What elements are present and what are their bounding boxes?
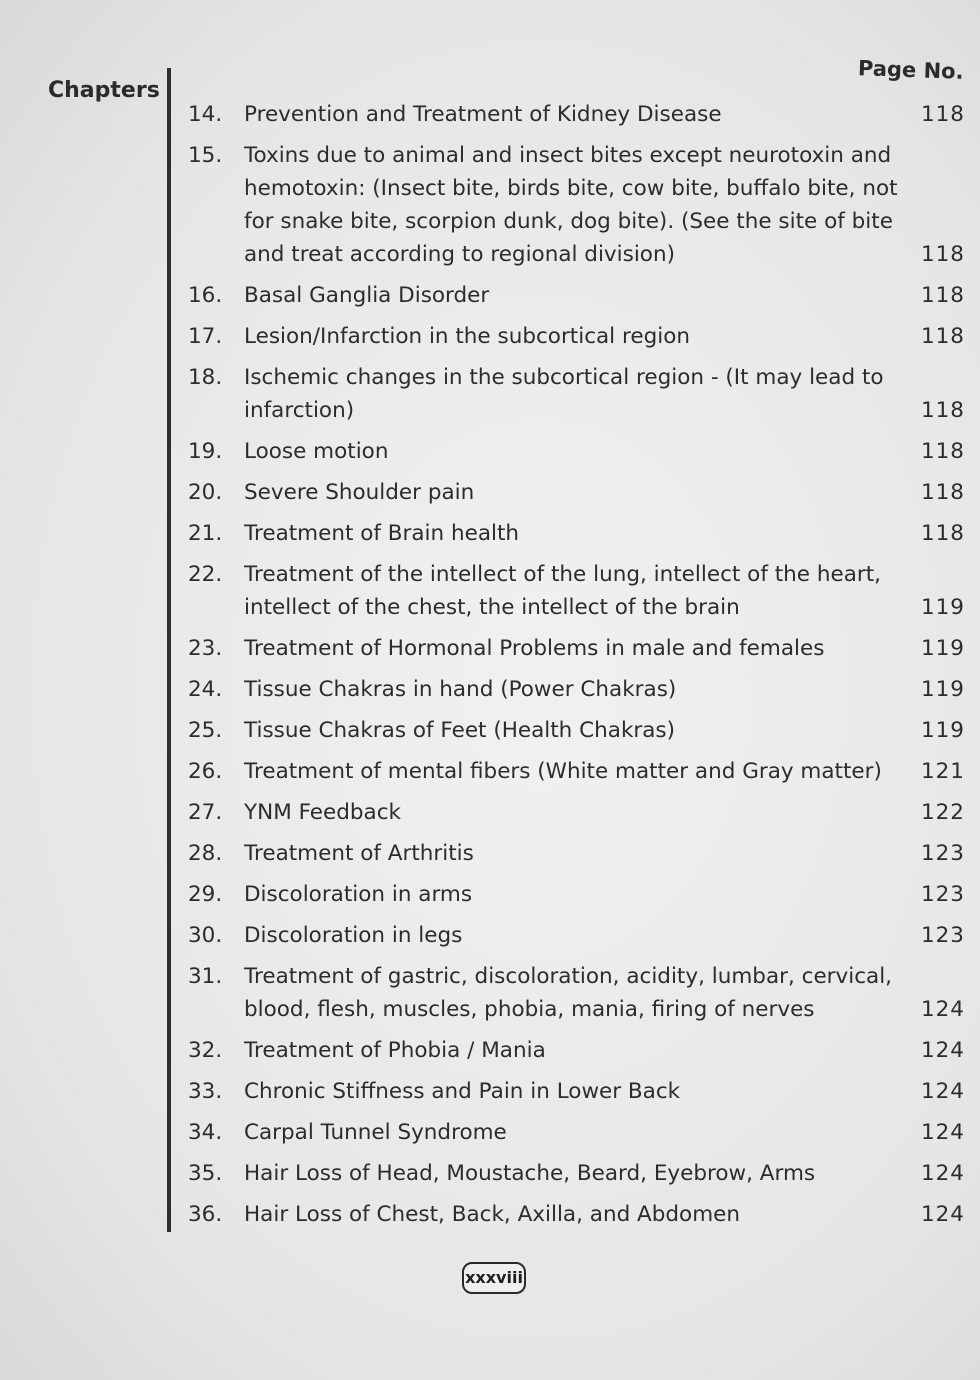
entry-number: 15. bbox=[188, 143, 223, 168]
entry-number: 20. bbox=[188, 480, 223, 505]
entry-title: Prevention and Treatment of Kidney Disease bbox=[244, 102, 722, 127]
entry-number: 14. bbox=[188, 102, 223, 127]
entry-number: 18. bbox=[188, 365, 223, 390]
toc-entry bbox=[180, 878, 965, 911]
entry-page-number: 118 bbox=[920, 398, 965, 423]
page-number-badge: xxxviii bbox=[462, 1262, 526, 1294]
entry-page-number: 123 bbox=[920, 923, 965, 948]
entry-page-number: 124 bbox=[920, 1038, 965, 1063]
entry-title: Tissue Chakras in hand (Power Chakras) bbox=[244, 677, 677, 702]
entry-title: Chronic Stiffness and Pain in Lower Back bbox=[244, 1079, 681, 1104]
entry-number: 35. bbox=[188, 1161, 223, 1186]
toc-entry bbox=[180, 755, 965, 788]
toc-entry bbox=[180, 837, 965, 870]
entry-page-number: 119 bbox=[920, 718, 965, 743]
entry-title: Treatment of the intellect of the lung, intellect of the heart, intellect of the chest, the intellect of the brain bbox=[244, 562, 881, 620]
toc-list bbox=[180, 98, 965, 1239]
entry-page-number: 124 bbox=[920, 997, 965, 1022]
entry-page-number: 118 bbox=[920, 283, 965, 308]
toc-entry bbox=[180, 1116, 965, 1149]
toc-entry bbox=[180, 919, 965, 952]
toc-entry bbox=[180, 714, 965, 747]
entry-title: YNM Feedback bbox=[244, 800, 401, 825]
entry-number: 21. bbox=[188, 521, 223, 546]
entry-page-number: 118 bbox=[920, 242, 965, 267]
entry-page-number: 124 bbox=[920, 1202, 965, 1227]
entry-number: 29. bbox=[188, 882, 223, 907]
entry-title: Treatment of Hormonal Problems in male and females bbox=[244, 636, 825, 661]
entry-number: 27. bbox=[188, 800, 223, 825]
entry-page-number: 118 bbox=[920, 324, 965, 349]
entry-title: Toxins due to animal and insect bites except neurotoxin and hemotoxin: (Insect bite, birds bite, cow bite, buffalo bite, not for snake bite, scorpion dunk, dog bite). (See the site of bite and treat according to regional division) bbox=[244, 143, 898, 267]
entry-number: 16. bbox=[188, 283, 223, 308]
entry-page-number: 118 bbox=[920, 521, 965, 546]
toc-entry bbox=[180, 1157, 965, 1190]
entry-page-number: 121 bbox=[920, 759, 965, 784]
toc-entry bbox=[180, 796, 965, 829]
toc-entry bbox=[180, 1198, 965, 1231]
entry-page-number: 119 bbox=[920, 636, 965, 661]
entry-page-number: 123 bbox=[920, 841, 965, 866]
entry-number: 25. bbox=[188, 718, 223, 743]
entry-title: Hair Loss of Head, Moustache, Beard, Eyebrow, Arms bbox=[244, 1161, 816, 1186]
entry-title: Treatment of Phobia / Mania bbox=[244, 1038, 546, 1063]
toc-entry bbox=[180, 476, 965, 509]
toc-entry bbox=[180, 435, 965, 468]
toc-entry bbox=[180, 1034, 965, 1067]
toc-entry bbox=[180, 320, 965, 353]
entry-title: Carpal Tunnel Syndrome bbox=[244, 1120, 507, 1145]
entry-number: 23. bbox=[188, 636, 223, 661]
entry-page-number: 124 bbox=[920, 1161, 965, 1186]
toc-entry bbox=[180, 139, 965, 271]
entry-title: Treatment of Arthritis bbox=[244, 841, 474, 866]
toc-entry bbox=[180, 361, 965, 427]
entry-title: Basal Ganglia Disorder bbox=[244, 283, 490, 308]
entry-title: Treatment of gastric, discoloration, acidity, lumbar, cervical, blood, flesh, muscles, phobia, mania, firing of nerves bbox=[244, 964, 893, 1022]
toc-entry bbox=[180, 673, 965, 706]
entry-title: Discoloration in legs bbox=[244, 923, 463, 948]
toc-entry bbox=[180, 279, 965, 312]
entry-number: 31. bbox=[188, 964, 223, 989]
page-no-heading: Page No. bbox=[857, 56, 964, 84]
entry-number: 36. bbox=[188, 1202, 223, 1227]
entry-number: 24. bbox=[188, 677, 223, 702]
entry-page-number: 119 bbox=[920, 595, 965, 620]
chapters-heading: Chapters bbox=[48, 78, 160, 103]
entry-title: Treatment of Brain health bbox=[244, 521, 520, 546]
entry-title: Treatment of mental fibers (White matter and Gray matter) bbox=[244, 759, 882, 784]
toc-entry bbox=[180, 1075, 965, 1108]
entry-number: 32. bbox=[188, 1038, 223, 1063]
toc-entry bbox=[180, 960, 965, 1026]
entry-page-number: 118 bbox=[920, 102, 965, 127]
entry-page-number: 118 bbox=[920, 480, 965, 505]
entry-page-number: 123 bbox=[920, 882, 965, 907]
column-divider bbox=[167, 68, 171, 1232]
entry-title: Lesion/Infarction in the subcortical region bbox=[244, 324, 690, 349]
entry-page-number: 122 bbox=[920, 800, 965, 825]
entry-number: 22. bbox=[188, 562, 223, 587]
entry-number: 28. bbox=[188, 841, 223, 866]
entry-page-number: 124 bbox=[920, 1120, 965, 1145]
entry-title: Loose motion bbox=[244, 439, 389, 464]
entry-number: 34. bbox=[188, 1120, 223, 1145]
entry-number: 33. bbox=[188, 1079, 223, 1104]
toc-entry bbox=[180, 517, 965, 550]
entry-number: 26. bbox=[188, 759, 223, 784]
entry-page-number: 118 bbox=[920, 439, 965, 464]
entry-title: Discoloration in arms bbox=[244, 882, 473, 907]
entry-title: Ischemic changes in the subcortical region - (It may lead to infarction) bbox=[244, 365, 884, 423]
entry-page-number: 119 bbox=[920, 677, 965, 702]
entry-title: Severe Shoulder pain bbox=[244, 480, 475, 505]
entry-page-number: 124 bbox=[920, 1079, 965, 1104]
entry-title: Hair Loss of Chest, Back, Axilla, and Abdomen bbox=[244, 1202, 741, 1227]
toc-entry bbox=[180, 558, 965, 624]
entry-title: Tissue Chakras of Feet (Health Chakras) bbox=[244, 718, 676, 743]
entry-number: 17. bbox=[188, 324, 223, 349]
entry-number: 30. bbox=[188, 923, 223, 948]
entry-number: 19. bbox=[188, 439, 223, 464]
toc-entry bbox=[180, 632, 965, 665]
toc-entry bbox=[180, 98, 965, 131]
